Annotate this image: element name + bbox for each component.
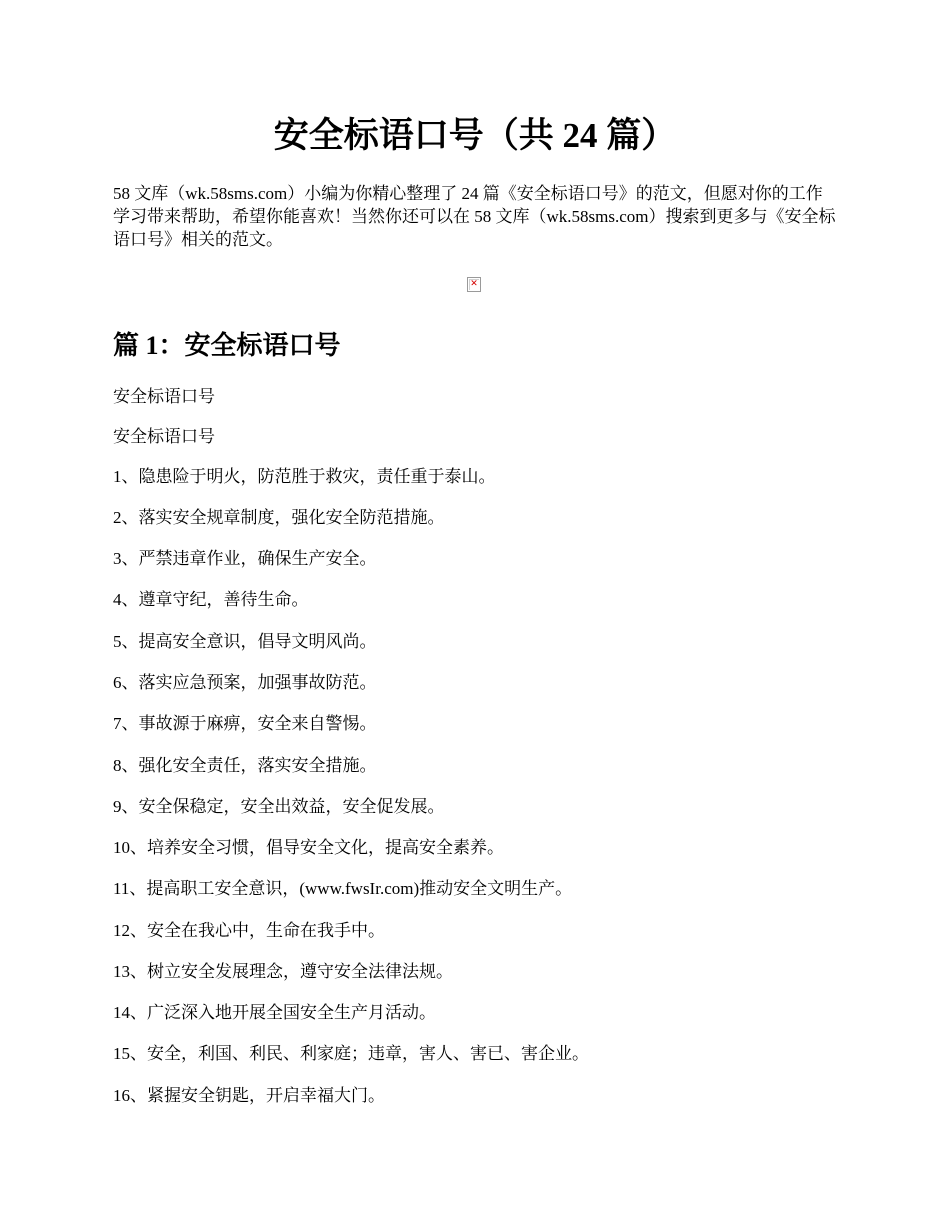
slogan-item: 8、强化安全责任，落实安全措施。 <box>113 756 377 775</box>
slogan-item: 16、紧握安全钥匙，开启幸福大门。 <box>113 1086 385 1105</box>
slogan-item: 9、安全保稳定，安全出效益，安全促发展。 <box>113 797 445 816</box>
slogan-item: 15、安全，利国、利民、利家庭；违章，害人、害已、害企业。 <box>113 1044 589 1063</box>
slogan-item: 6、落实应急预案，加强事故防范。 <box>113 673 377 692</box>
slogan-item: 2、落实安全规章制度，强化安全防范措施。 <box>113 508 445 527</box>
slogan-item: 13、树立安全发展理念，遵守安全法律法规。 <box>113 962 453 981</box>
intro-paragraph: 58 文库（wk.58sms.com）小编为你精心整理了 24 篇《安全标语口号》的范文，但愿对你的工作学习带来帮助，希望你能喜欢！当然你还可以在 58 文库（wk.58sms.com）搜索到更多与《安全标语口号》相关的范文。 <box>113 184 836 249</box>
paragraph-line: 安全标语口号 <box>113 427 215 446</box>
slogan-item: 4、遵章守纪，善待生命。 <box>113 590 309 609</box>
slogan-item: 14、广泛深入地开展全国安全生产月活动。 <box>113 1003 436 1022</box>
slogan-item: 11、提高职工安全意识，(www.fwsIr.com)推动安全文明生产。 <box>113 879 573 898</box>
slogan-item: 7、事故源于麻痹，安全来自警惕。 <box>113 714 377 733</box>
slogan-item: 10、培养安全习惯，倡导安全文化，提高安全素养。 <box>113 838 504 857</box>
slogan-item: 12、安全在我心中，生命在我手中。 <box>113 921 385 940</box>
document-title: 安全标语口号（共 24 篇） <box>273 116 677 155</box>
section-heading: 篇 1：安全标语口号 <box>113 331 341 360</box>
slogan-item: 3、严禁违章作业，确保生产安全。 <box>113 549 377 568</box>
x-mark-icon: ✕ <box>470 279 478 289</box>
broken-image-icon <box>467 277 481 292</box>
slogan-item: 5、提高安全意识，倡导文明风尚。 <box>113 632 377 651</box>
slogan-item: 1、隐患险于明火，防范胜于救灾，责任重于泰山。 <box>113 467 496 486</box>
paragraph-line: 安全标语口号 <box>113 387 215 406</box>
